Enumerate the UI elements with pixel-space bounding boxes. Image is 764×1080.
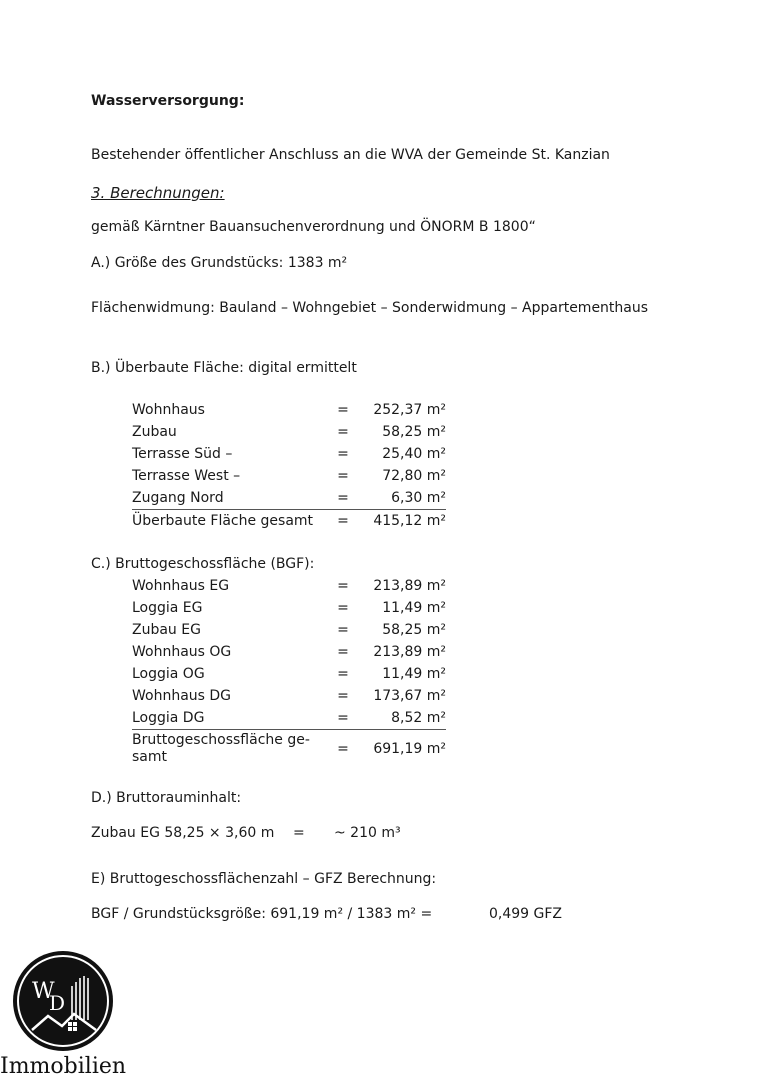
b-heading: B.) Überbaute Fläche: digital ermittelt [91, 360, 357, 376]
row-label: Loggia OG [132, 666, 205, 682]
row-value: 213,89 m² [373, 644, 446, 660]
wd-logo-icon [12, 950, 114, 1052]
row-label: Terrasse Süd – [132, 446, 233, 462]
table-row [132, 663, 446, 685]
table-row [132, 465, 446, 487]
row-value: 252,37 m² [373, 402, 446, 418]
water-text: Bestehender öffentlicher Anschluss an die WVA der Gemeinde St. Kanzian [91, 147, 610, 163]
row-value: 213,89 m² [373, 578, 446, 594]
row-label: Zubau [132, 424, 177, 440]
row-value: 58,25 m² [382, 622, 446, 638]
row-equals: = [337, 446, 349, 462]
row-label: Wohnhaus EG [132, 578, 230, 594]
row-label: Bruttogeschossfläche ge- samt [132, 730, 328, 769]
table-row [132, 421, 446, 443]
table-row [132, 597, 446, 619]
table-row [132, 707, 446, 730]
plot-size: A.) Größe des Grundstücks: 1383 m² [91, 255, 348, 271]
row-equals: = [337, 468, 349, 484]
d-heading: D.) Bruttorauminhalt: [91, 790, 242, 806]
row-equals: = [337, 402, 349, 418]
row-equals: = [337, 710, 349, 726]
row-label: Loggia EG [132, 600, 203, 616]
row-label: Terrasse West – [132, 468, 241, 484]
row-value: 25,40 m² [382, 446, 446, 462]
row-equals: = [337, 578, 349, 594]
table-row [132, 641, 446, 663]
calc-basis: gemäß Kärntner Bauansuchenverordnung und ÖNORM B 1800“ [91, 219, 536, 235]
row-label: Wohnhaus OG [132, 644, 232, 660]
table-row [132, 685, 446, 707]
total-row [132, 730, 446, 769]
row-label: Zugang Nord [132, 490, 224, 506]
row-value: 72,80 m² [382, 468, 446, 484]
table-row [132, 487, 446, 510]
svg-text:D: D [49, 991, 66, 1015]
table-row [132, 399, 446, 421]
row-value: 173,67 m² [373, 688, 446, 704]
row-equals: = [337, 688, 349, 704]
row-value: 11,49 m² [382, 666, 446, 682]
row-equals: = [337, 666, 349, 682]
row-equals: = [337, 490, 349, 506]
logo-text: Immobilien [0, 1054, 127, 1079]
row-value: 11,49 m² [382, 600, 446, 616]
d-equals: = [293, 825, 305, 841]
d-value: ~ 210 m³ [334, 825, 401, 841]
row-equals: = [337, 424, 349, 440]
d-line: Zubau EG 58,25 × 3,60 m [91, 825, 275, 841]
table-row [132, 575, 446, 597]
row-value: 8,52 m² [391, 710, 446, 726]
row-label: Wohnhaus DG [132, 688, 232, 704]
row-value: 415,12 m² [358, 510, 446, 533]
e-heading: E) Bruttogeschossflächenzahl – GFZ Berechnung: [91, 871, 437, 887]
row-value: 691,19 m² [358, 730, 446, 769]
row-equals: = [337, 644, 349, 660]
svg-text:W: W [32, 979, 55, 1004]
gross-floor-area-table [132, 575, 446, 768]
water-heading: Wasserversorgung: [91, 93, 245, 109]
c-heading: C.) Bruttogeschossfläche (BGF): [91, 556, 315, 572]
total-row [132, 510, 446, 533]
row-label: Wohnhaus [132, 402, 205, 418]
row-value: 6,30 m² [391, 490, 446, 506]
e-line: BGF / Grundstücksgröße: 691,19 m² / 1383 m² = [91, 906, 433, 922]
row-equals: = [328, 730, 358, 769]
row-equals: = [337, 600, 349, 616]
calc-heading: 3. Berechnungen: [91, 184, 225, 202]
row-value: 58,25 m² [382, 424, 446, 440]
row-label: Zubau EG [132, 622, 201, 638]
built-area-table [132, 399, 446, 532]
table-row [132, 619, 446, 641]
row-equals: = [328, 510, 358, 533]
zoning: Flächenwidmung: Bauland – Wohngebiet – Sonderwidmung – Appartementhaus [91, 300, 649, 316]
row-equals: = [337, 622, 349, 638]
row-label: Überbaute Fläche gesamt [132, 510, 328, 533]
table-row [132, 443, 446, 465]
e-value: 0,499 GFZ [489, 906, 563, 922]
row-label: Loggia DG [132, 710, 205, 726]
